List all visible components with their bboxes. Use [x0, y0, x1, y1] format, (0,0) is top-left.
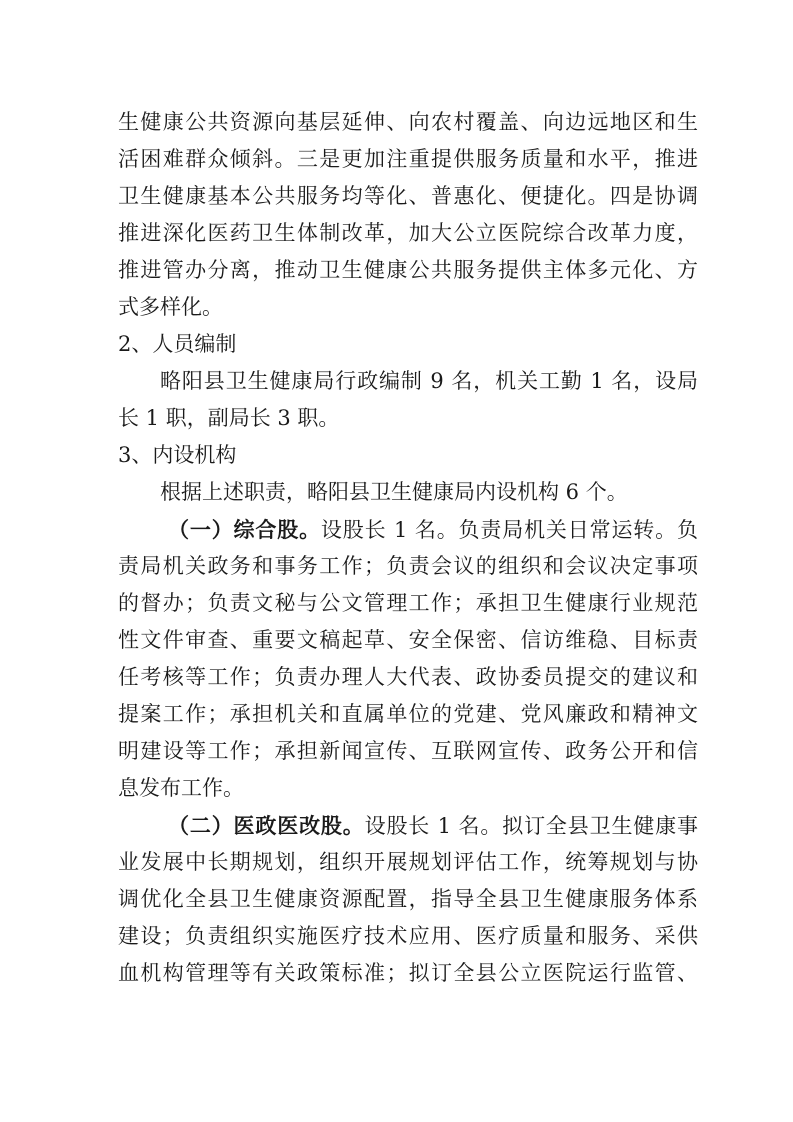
text-line: 建设；负责组织实施医疗技术应用、医疗质量和服务、采供 — [118, 924, 698, 948]
text-line: 活困难群众倾斜。三是更加注重提供服务质量和水平，推进 — [118, 147, 698, 171]
text-line: 式多样化。 — [118, 295, 223, 319]
text-line: 责局机关政务和事务工作；负责会议的组织和会议决定事项 — [118, 554, 698, 578]
subsection-first-line — [118, 511, 698, 548]
text-line: 息发布工作。 — [118, 776, 244, 800]
text-span: 设股长 1 名。拟订全县卫生健康事 — [364, 814, 698, 838]
text-line: 推进深化医药卫生体制改革，加大公立医院综合改革力度， — [118, 221, 698, 245]
subsection-first-line — [118, 807, 698, 844]
text-line: 长 1 职，副局长 3 职。 — [118, 406, 340, 430]
subsection-title-general: （一）综合股。 — [168, 517, 321, 542]
text-line: 的督办；负责文秘与公文管理工作；承担卫生健康行业规范 — [118, 591, 698, 615]
text-line: 任考核等工作；负责办理人大代表、政协委员提交的建议和 — [118, 665, 698, 689]
section-heading-internal-structure: 3、内设机构 — [118, 443, 237, 467]
text-line: 调优化全县卫生健康资源配置，指导全县卫生健康服务体系 — [118, 887, 698, 911]
text-line: 提案工作；承担机关和直属单位的党建、党风廉政和精神文 — [118, 702, 698, 726]
text-line: 明建设等工作；承担新闻宣传、互联网宣传、政务公开和信 — [118, 739, 698, 763]
document-page — [118, 104, 698, 992]
text-line: 略阳县卫生健康局行政编制 9 名，机关工勤 1 名，设局 — [160, 369, 698, 393]
text-line: 推进管办分离，推动卫生健康公共服务提供主体多元化、方 — [118, 258, 698, 282]
text-span: 设股长 1 名。负责局机关日常运转。负 — [320, 518, 698, 542]
text-line: 卫生健康基本公共服务均等化、普惠化、便捷化。四是协调 — [118, 184, 698, 208]
text-line: 性文件审查、重要文稿起草、安全保密、信访维稳、目标责 — [118, 628, 698, 652]
text-line: 业发展中长期规划，组织开展规划评估工作，统筹规划与协 — [118, 850, 698, 874]
section-heading-staffing: 2、人员编制 — [118, 332, 237, 356]
text-line: 生健康公共资源向基层延伸、向农村覆盖、向边远地区和生 — [118, 110, 698, 134]
text-line: 血机构管理等有关政策标准；拟订全县公立医院运行监管、 — [118, 961, 698, 985]
text-line: 根据上述职责，略阳县卫生健康局内设机构 6 个。 — [160, 480, 628, 504]
subsection-title-medical: （二）医政医改股。 — [168, 813, 365, 838]
